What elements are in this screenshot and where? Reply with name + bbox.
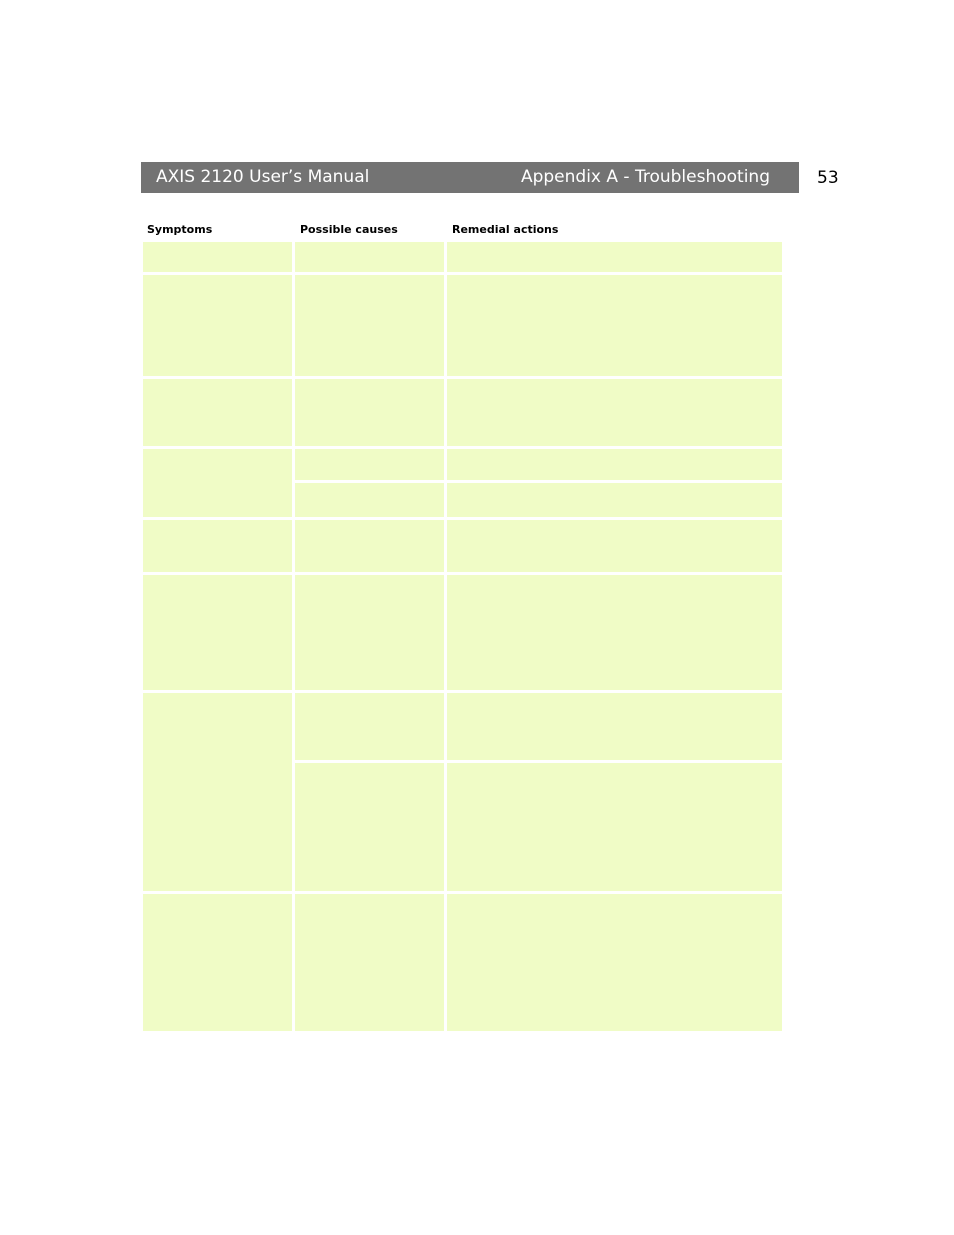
table-cell	[143, 449, 292, 517]
table-cell	[295, 763, 444, 891]
table-cell	[143, 275, 292, 376]
page-number: 53	[817, 168, 839, 188]
table-cell	[295, 379, 444, 446]
table-cell	[447, 520, 782, 572]
manual-title: AXIS 2120 User’s Manual	[156, 167, 370, 187]
table-cell	[447, 575, 782, 690]
table-cell	[447, 379, 782, 446]
table-cell	[295, 693, 444, 760]
table-cell	[143, 242, 292, 272]
table-cell	[447, 275, 782, 376]
table-cell	[295, 242, 444, 272]
page-header-bar	[141, 162, 799, 193]
table-cell	[143, 894, 292, 1031]
table-cell	[143, 379, 292, 446]
table-cell	[295, 894, 444, 1031]
table-cell	[447, 693, 782, 760]
table-cell	[447, 894, 782, 1031]
column-header-symptoms: Symptoms	[147, 223, 213, 236]
table-cell	[295, 575, 444, 690]
table-cell	[295, 520, 444, 572]
table-cell	[447, 483, 782, 517]
table-cell	[447, 763, 782, 891]
table-cell	[295, 449, 444, 480]
table-cell	[447, 242, 782, 272]
table-cell	[295, 275, 444, 376]
table-cell	[447, 449, 782, 480]
column-header-remedial-actions: Remedial actions	[452, 223, 559, 236]
table-cell	[143, 520, 292, 572]
table-cell	[143, 693, 292, 891]
table-cell	[295, 483, 444, 517]
column-header-possible-causes: Possible causes	[300, 223, 398, 236]
table-cell	[143, 575, 292, 690]
section-title: Appendix A - Troubleshooting	[520, 167, 770, 187]
